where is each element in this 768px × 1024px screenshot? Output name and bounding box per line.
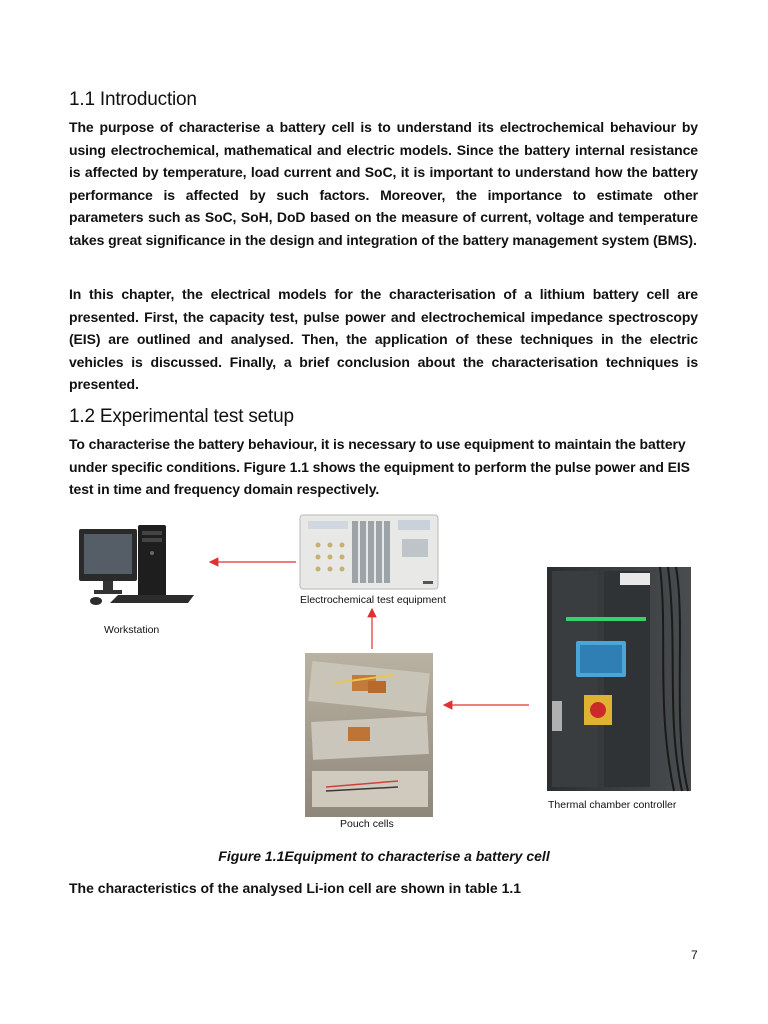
equipment-figure — [68, 505, 700, 840]
equipment-diagram — [68, 505, 700, 840]
intro-paragraph-1: The purpose of characterise a battery cell is to understand its electrochemical behaviour by using electrochemical, mathematical and electric models. Since the battery internal resistance is affected by temperature, load current and SoC, it is important to understand how the battery performance is affected by such factors. Moreover, the importance to estimate other parameters such as SoC, SoH, DoD based on the measure of current, voltage and temperature takes great significance in the design and integration of the battery management system (BMS). — [69, 119, 698, 248]
page-number: 7 — [691, 948, 698, 962]
figure-caption: Figure 1.1Equipment to characterise a battery cell — [218, 848, 550, 864]
equipment-label: Electrochemical test equipment — [300, 594, 446, 606]
workstation-label: Workstation — [104, 624, 160, 636]
pouch-cells-image — [305, 653, 433, 817]
setup-paragraph: To characterise the battery behaviour, it is necessary to use equipment to maintain the battery under specific conditions. Figure 1.1 shows the equipment to perform the pulse power and EIS test in time and frequency domain respectively. — [69, 436, 690, 498]
workstation-computer-icon — [79, 525, 194, 605]
intro-paragraph-2: In this chapter, the electrical models for the characterisation of a lithium battery cell are presented. First, the capacity test, pulse power and electrochemical impedance spectroscopy (EIS) are outlined and analysed. Then, the application of these techniques in the electric vehicles is discussed. Finally, a brief conclusion about the characterisation techniques is presented. — [69, 286, 698, 393]
pouch-cells-label: Pouch cells — [340, 818, 394, 830]
section-heading-introduction: 1.1 Introduction — [69, 89, 197, 110]
thermal-chamber-label: Thermal chamber controller — [548, 799, 677, 811]
table-reference-sentence: The characteristics of the analysed Li-ion cell are shown in table 1.1 — [69, 880, 522, 896]
section-heading-experimental-setup: 1.2 Experimental test setup — [69, 406, 294, 427]
thermal-chamber-controller-image — [547, 567, 691, 791]
electrochemical-test-equipment-icon — [300, 515, 438, 589]
